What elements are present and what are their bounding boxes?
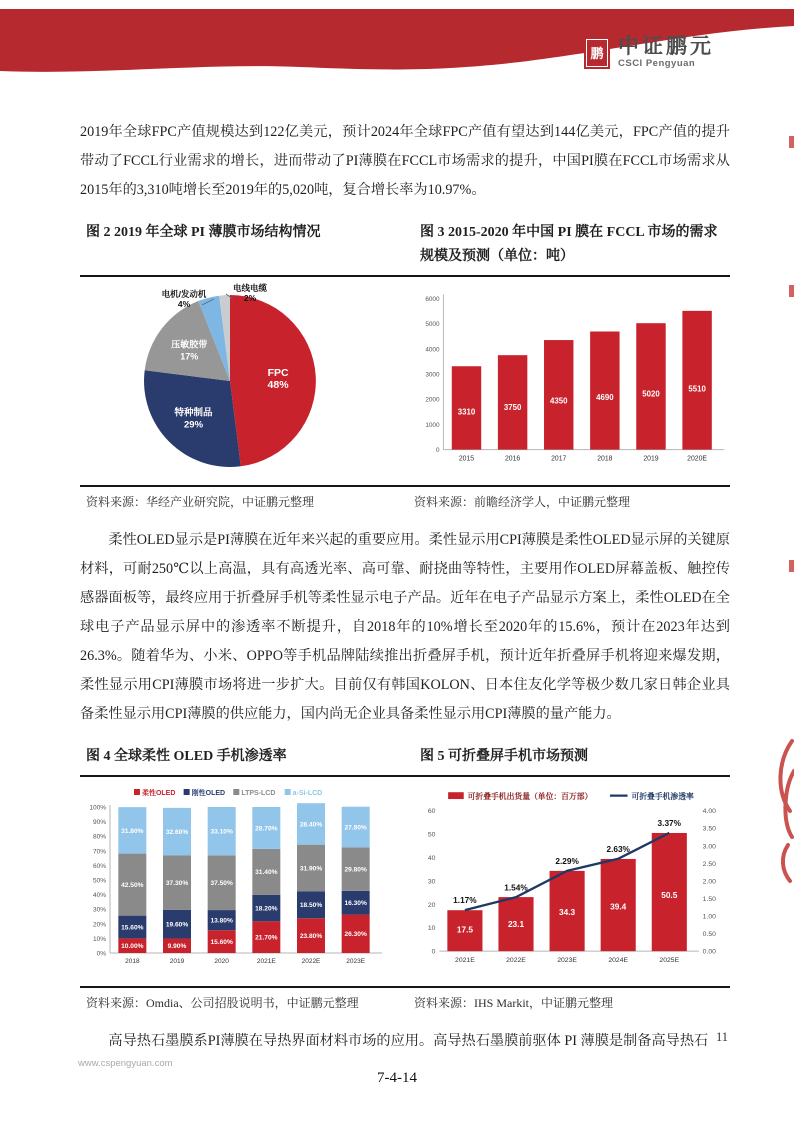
figure-block-2-3 [80, 219, 730, 512]
brand-name-en: CSCI Pengyuan [618, 58, 696, 70]
y-axis-right-tick: 3.00 [702, 843, 716, 851]
edge-red-mark [789, 136, 794, 148]
chart-shape: 17% [180, 351, 199, 362]
line-value-label: 1.54% [504, 883, 528, 893]
y-axis-right-tick: 3.50 [702, 825, 716, 833]
figure5-source: 资料来源：IHS Markit，中证鹏元整理 [414, 996, 613, 1010]
y-axis-tick: 60% [92, 862, 106, 870]
bar-value-label: 23.1 [507, 919, 525, 929]
segment-value-label: 10.00% [121, 943, 144, 951]
segment-value-label: 42.50% [121, 881, 144, 889]
bar [590, 331, 619, 449]
y-axis-tick: 3000 [425, 371, 440, 379]
pie-chart-pi-film-market [80, 281, 390, 476]
figure5-title: 图 5 可折叠屏手机市场预测 [420, 749, 588, 764]
chart-shape: 特种制品 [174, 407, 213, 419]
bar [544, 340, 573, 450]
segment-value-label: 32.60% [165, 829, 189, 837]
legend-swatch [233, 789, 239, 795]
bar-value-label: 39.4 [610, 902, 627, 912]
y-axis-tick: 70% [92, 848, 106, 856]
chart-shape: 48% [267, 378, 289, 391]
bar-value-label: 4350 [550, 396, 568, 406]
figure3-source: 资料来源：前瞻经济学人，中证鹏元整理 [414, 495, 631, 509]
y-axis-left-tick: 60 [427, 808, 436, 816]
y-axis-tick: 80% [92, 833, 106, 841]
paragraph-fpc-fccl: 2019年全球FPC产值规模达到122亿美元，预计2024年全球FPC产值有望达到144亿美元，FPC产值的提升带动了FCCL行业需求的增长，进而带动了PI薄膜在FCCL市场需求的提升，中国PI膜在FCCL市场需求从2015年的3,310吨增长至2019年的5,020吨，复合增长率为10.97%。 [80, 124, 730, 198]
y-axis-right-tick: 0.00 [702, 948, 716, 956]
legend-label: 可折叠手机出货量（单位：百万部） [467, 792, 593, 802]
x-axis-category: 2021E [256, 958, 276, 965]
segment-value-label: 33.10% [210, 828, 233, 836]
edge-red-mark [789, 560, 794, 572]
bar-value-label: 17.5 [456, 925, 473, 935]
chart-shape: 29% [184, 419, 204, 431]
page-body [80, 118, 730, 1070]
y-axis-tick: 20% [92, 921, 106, 929]
segment-value-label: 37.30% [165, 880, 189, 888]
y-axis-right-tick: 4.00 [702, 808, 716, 816]
x-axis-category: 2015 [458, 455, 475, 463]
segment-value-label: 37.50% [210, 880, 233, 888]
x-axis-category: 2017 [551, 455, 567, 463]
segment-value-label: 19.60% [165, 921, 189, 929]
segment-value-label: 18.20% [255, 905, 278, 913]
x-axis-category: 2022E [506, 956, 526, 964]
segment-value-label: 13.80% [210, 917, 233, 925]
x-axis-category: 2018 [597, 455, 613, 463]
figure4-source: 资料来源：Omdia、公司招股说明书，中证鹏元整理 [86, 996, 359, 1010]
watermark-stamp-fragment [768, 733, 794, 885]
stacked-bar-chart-oled-penetration [80, 781, 390, 977]
bar [682, 311, 711, 450]
y-axis-right-tick: 1.50 [702, 895, 716, 903]
chart-shape: 4% [177, 299, 191, 309]
logo-seal-icon: 鹏 [584, 37, 610, 69]
y-axis-tick: 40% [92, 892, 106, 900]
bar-value-label: 4690 [596, 393, 614, 403]
brand-name-cn: 中证鹏元 [618, 35, 714, 58]
y-axis-tick: 0 [435, 447, 440, 455]
legend-swatch [285, 789, 291, 795]
segment-value-label: 18.50% [299, 902, 323, 910]
line-value-label: 2.63% [606, 845, 630, 855]
chart-shape: 电线电缆 [232, 283, 268, 293]
x-axis-category: 2023E [557, 956, 577, 964]
figure-block-4-5 [80, 743, 730, 1013]
y-axis-tick: 4000 [425, 346, 440, 354]
bar-value-label: 3310 [457, 407, 476, 417]
segment-value-label: 31.40% [255, 869, 278, 877]
x-axis-category: 2024E [608, 956, 629, 964]
x-axis-category: 2018 [125, 958, 140, 965]
chart-shape: 压敏胶带 [171, 339, 208, 350]
y-axis-tick: 100% [89, 804, 106, 812]
x-axis-category: 2020 [214, 958, 229, 965]
bar-value-label: 3750 [503, 402, 522, 412]
pie-inner-label [268, 367, 290, 391]
y-axis-tick: 30% [92, 906, 106, 914]
y-axis-left-tick: 30 [427, 878, 436, 886]
x-axis-category: 2019 [169, 958, 185, 965]
y-axis-left-tick: 40 [427, 854, 436, 862]
y-axis-right-tick: 2.00 [702, 878, 716, 886]
page-number: 11 [715, 1030, 728, 1044]
y-axis-left-tick: 20 [427, 901, 436, 909]
segment-value-label: 31.80% [121, 827, 144, 835]
segment-value-label: 16.30% [344, 900, 367, 908]
paragraph-flexible-oled: 柔性OLED显示是PI薄膜在近年来兴起的重要应用。柔性显示用CPI薄膜是柔性OLED显示屏的关键原材料，可耐250℃以上高温，具有高透光率、高可靠、耐挠曲等特性，主要用作OLED屏幕盖板、触控传感器面板等，最终应用于折叠屏手机等柔性显示电子产品。近年在电子产品显示方案上，柔性OLED在全球电子产品显示屏中的渗透率不断提升，自2018年的10%增长至2020年的15.6%，预计在2023年达到26.3%。随着华为、小米、OPPO等手机品牌陆续推出折叠屏手机，预计近年折叠屏手机将迎来爆发期，柔性显示用CPI薄膜市场将进一步扩大。目前仅有韩国KOLON、日本住友化学等极少数几家日韩企业具备柔性显示用CPI薄膜的供应能力，国内尚无企业具备柔性显示用CPI薄膜的量产能力。 [80, 532, 730, 722]
x-axis-category: 2022E [301, 958, 321, 965]
y-axis-right-tick: 0.50 [702, 931, 716, 939]
combo-chart-foldable-forecast [414, 781, 728, 977]
x-axis-category: 2025E [659, 956, 680, 964]
legend-label: a-Si-LCD [292, 790, 323, 797]
legend-label: LTPS-LCD [241, 790, 276, 797]
x-axis-category: 2023E [346, 958, 366, 965]
y-axis-tick: 90% [92, 819, 106, 827]
footer-website: www.cspengyuan.com [78, 1058, 173, 1069]
legend-swatch [134, 789, 140, 795]
segment-value-label: 21.70% [255, 934, 278, 942]
legend-swatch [184, 789, 190, 795]
segment-value-label: 15.60% [121, 924, 144, 932]
chart-shape: 2% [243, 293, 257, 303]
line-value-label: 3.37% [657, 819, 682, 829]
bar-value-label: 5510 [688, 384, 706, 394]
bar-chart-fccl-demand [414, 281, 728, 473]
y-axis-right-tick: 2.50 [702, 860, 716, 868]
legend-label: 柔性OLED [141, 790, 176, 797]
y-axis-tick: 5000 [425, 321, 440, 329]
chart-shape: 电机/发动机 [161, 289, 207, 299]
segment-value-label: 28.40% [299, 821, 323, 829]
y-axis-tick: 6000 [425, 295, 440, 303]
segment-value-label: 31.90% [299, 865, 323, 873]
figure2-source: 资料来源：华经产业研究院，中证鹏元整理 [86, 495, 315, 509]
line-value-label: 2.29% [555, 856, 579, 866]
paragraph-graphite-film: 高导热石墨膜系PI薄膜在导热界面材料市场的应用。高导热石墨膜前驱体 PI 薄膜是制备高导热石 [108, 1033, 709, 1049]
edge-red-mark [789, 285, 794, 297]
segment-value-label: 15.60% [210, 939, 233, 947]
footer-page-code: 7-4-14 [377, 1070, 417, 1086]
x-axis-category: 2021E [455, 956, 475, 964]
y-axis-tick: 50% [92, 877, 106, 885]
segment-value-label: 26.30% [344, 931, 367, 939]
y-axis-left-tick: 0 [431, 948, 436, 956]
y-axis-tick: 10% [92, 935, 106, 943]
segment-value-label: 23.80% [299, 933, 323, 941]
y-axis-right-tick: 1.00 [702, 913, 716, 921]
segment-value-label: 9.90% [167, 943, 187, 951]
figure4-title: 图 4 全球柔性 OLED 手机渗透率 [86, 749, 287, 764]
y-axis-tick: 0% [96, 950, 106, 958]
segment-value-label: 28.70% [255, 825, 278, 833]
legend-swatch [448, 792, 464, 799]
y-axis-left-tick: 50 [427, 831, 436, 839]
x-axis-category: 2019 [643, 455, 659, 463]
x-axis-category: 2020E [687, 455, 708, 463]
page-header [0, 0, 794, 95]
figure3-title: 图 3 2015-2020 年中国 PI 膜在 FCCL 市场的需求规模及预测（单位：吨） [420, 225, 718, 264]
line-value-label: 1.17% [453, 896, 477, 906]
y-axis-tick: 1000 [425, 421, 440, 429]
segment-value-label: 29.80% [344, 866, 367, 874]
legend-label: 刚性OLED [191, 790, 226, 797]
bar-value-label: 34.3 [559, 908, 576, 918]
legend-label: 可折叠手机渗透率 [631, 792, 694, 802]
bar [636, 323, 665, 449]
figure2-title: 图 2 2019 年全球 PI 薄膜市场结构情况 [86, 225, 321, 240]
company-logo [584, 36, 714, 69]
bar-value-label: 50.5 [661, 890, 678, 900]
segment-value-label: 27.80% [344, 824, 367, 832]
x-axis-category: 2016 [504, 455, 521, 463]
chart-shape: FPC [267, 366, 289, 379]
y-axis-left-tick: 10 [427, 925, 436, 933]
y-axis-tick: 2000 [425, 396, 440, 404]
bar-value-label: 5020 [642, 389, 660, 399]
